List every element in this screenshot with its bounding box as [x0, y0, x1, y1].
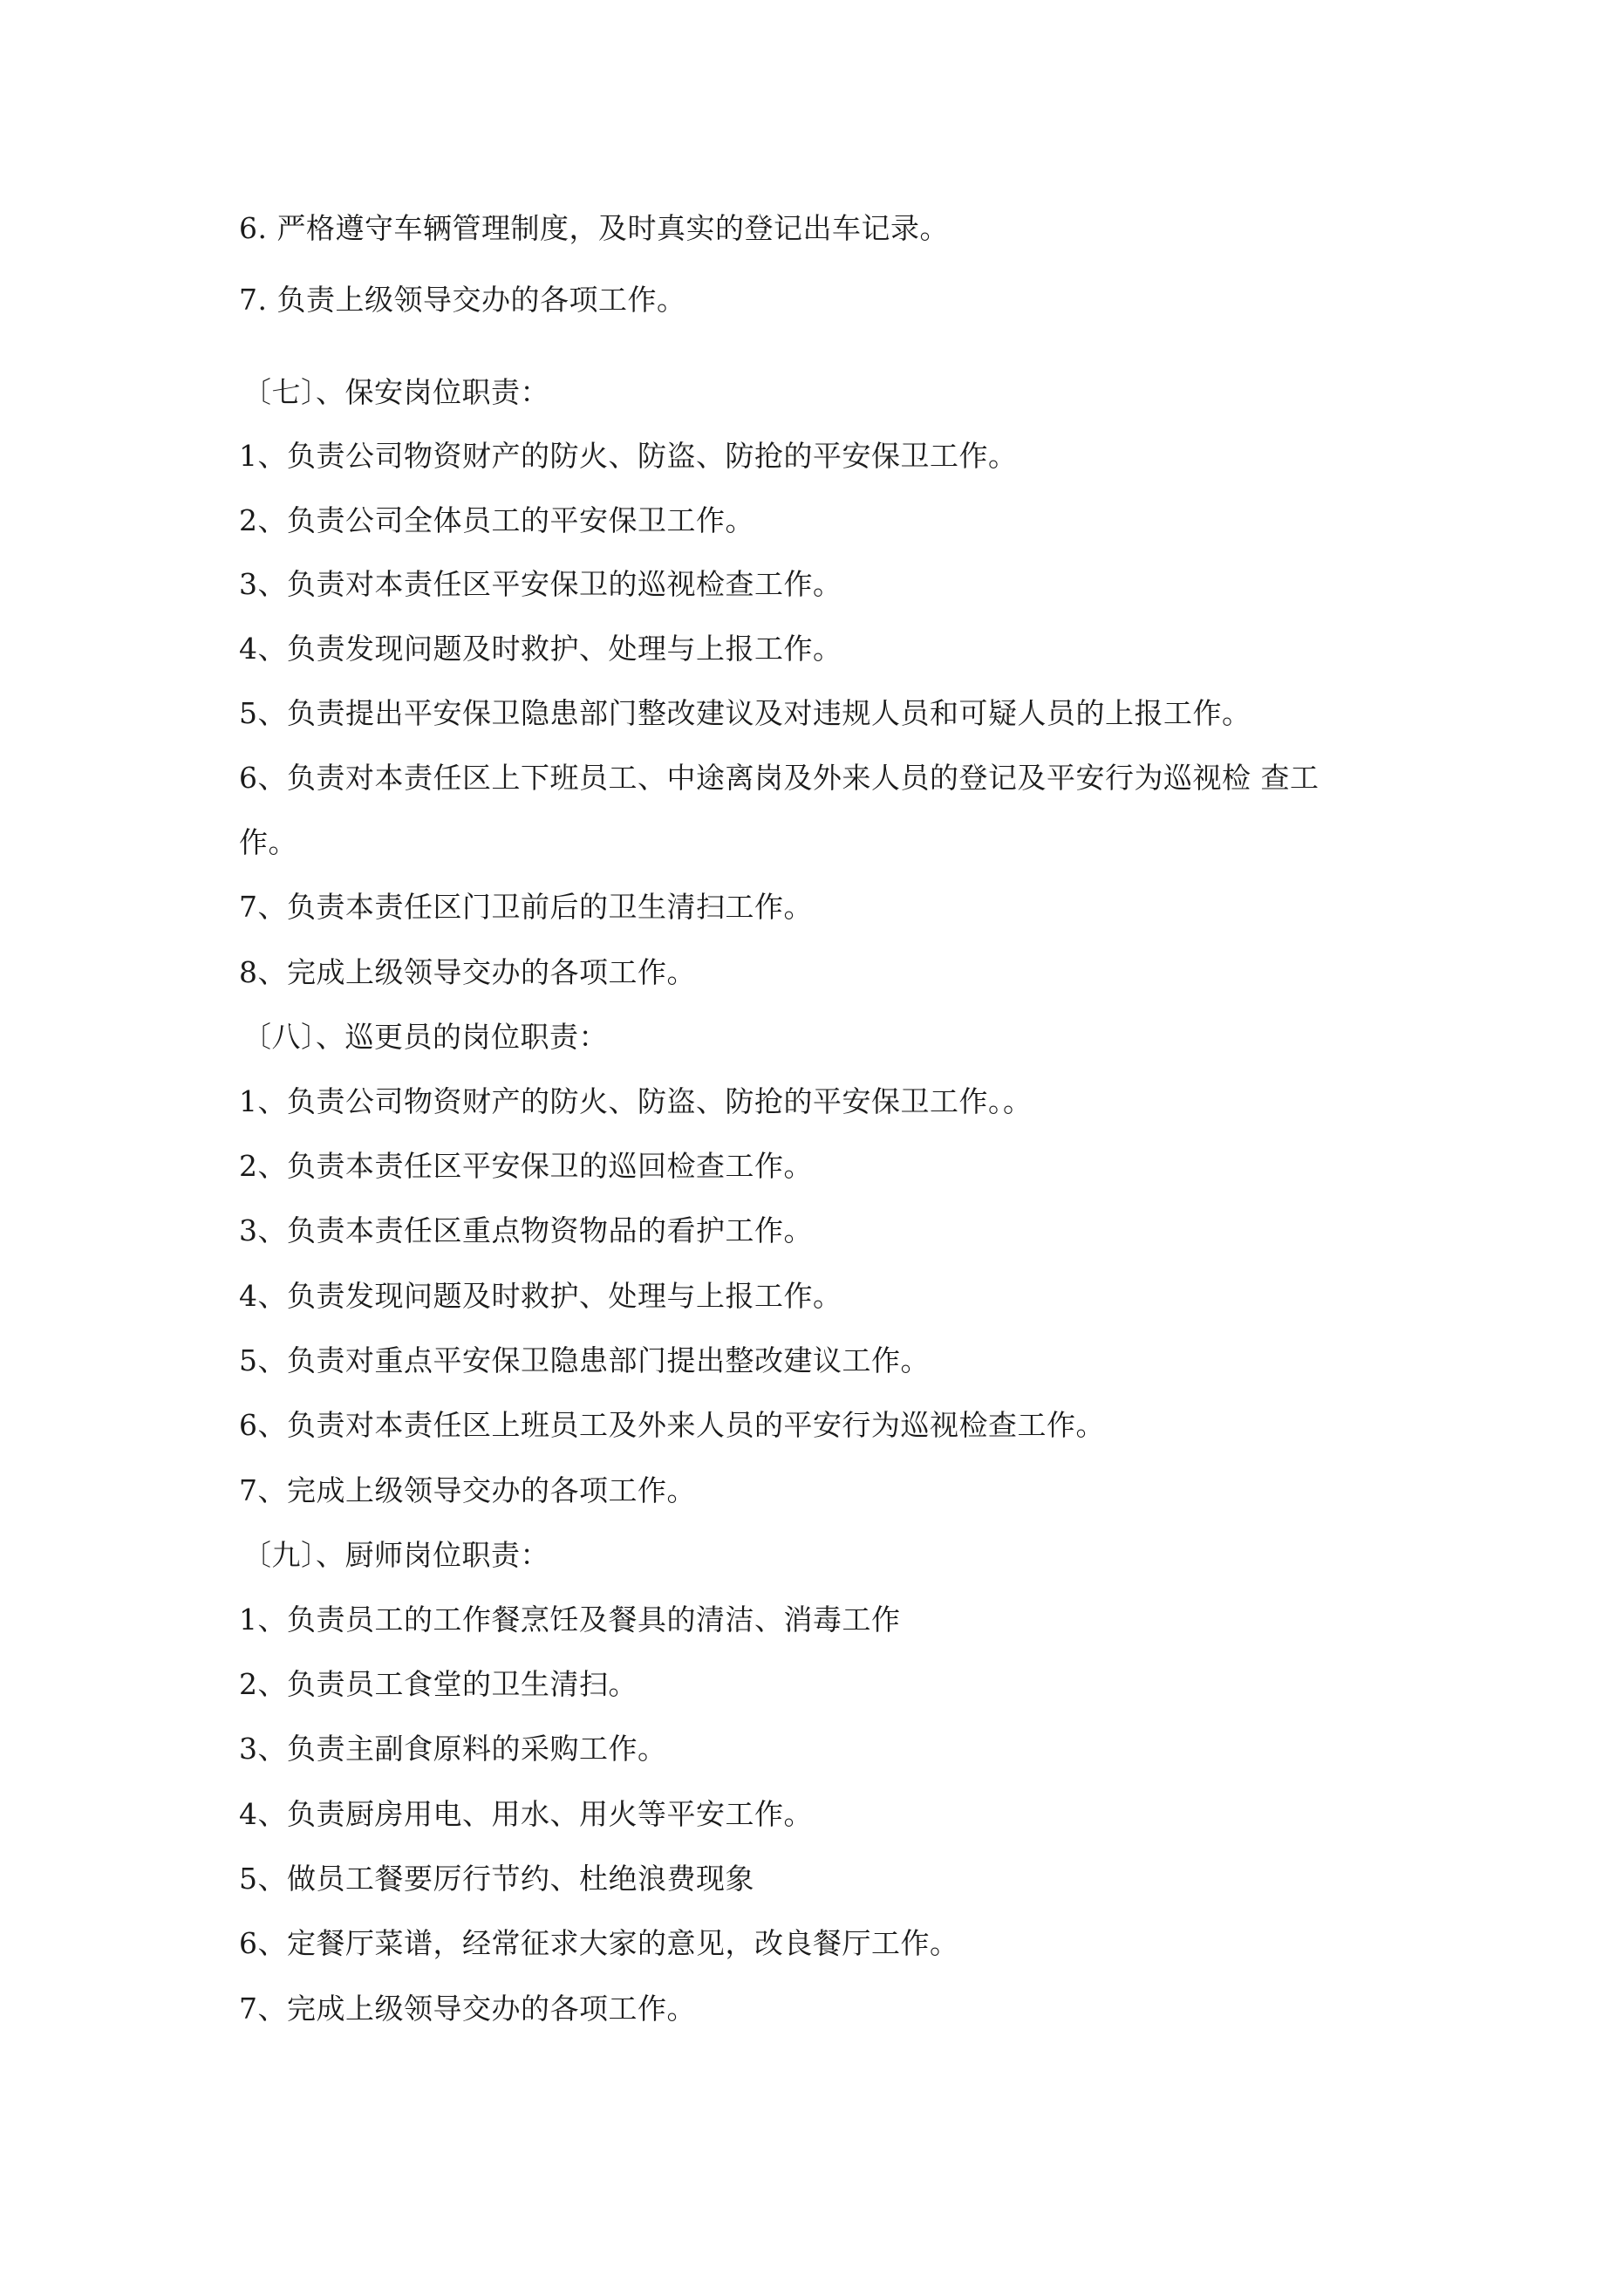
text-line: 6、负责对本责任区上班员工及外来人员的平安行为巡视检查工作。: [239, 1408, 1105, 1442]
section-heading: 〔七〕、保安岗位职责：: [242, 375, 549, 409]
text-line: 7、完成上级领导交办的各项工作。: [239, 1992, 696, 2026]
text-line: 6、负责对本责任区上下班员工、中途离岗及外来人员的登记及平安行为巡视检 查工: [239, 761, 1320, 795]
section-heading: 〔八〕、巡更员的岗位职责：: [242, 1020, 608, 1054]
text-line: 7. 负责上级领导交办的各项工作。: [239, 283, 686, 317]
text-line: 作。: [239, 825, 297, 859]
text-line: 4、负责厨房用电、用水、用火等平安工作。: [239, 1797, 813, 1831]
text-line: 7、负责本责任区门卫前后的卫生清扫工作。: [239, 890, 813, 924]
text-line: 1、负责公司物资财产的防火、防盗、防抢的平安保卫工作。: [239, 439, 1018, 473]
text-line: 8、完成上级领导交办的各项工作。: [239, 955, 696, 989]
text-line: 1、负责公司物资财产的防火、防盗、防抢的平安保卫工作。。: [239, 1084, 1033, 1118]
text-line: 3、负责本责任区重点物资物品的看护工作。: [239, 1213, 813, 1247]
section-heading: 〔九〕、厨师岗位职责：: [242, 1538, 549, 1572]
text-line: 1、负责员工的工作餐烹饪及餐具的清洁、消毒工作: [239, 1602, 901, 1637]
text-line: 6. 严格遵守车辆管理制度，及时真实的登记出车记录。: [239, 211, 949, 245]
text-line: 4、负责发现问题及时救护、处理与上报工作。: [239, 632, 842, 666]
text-line: 5、负责提出平安保卫隐患部门整改建议及对违规人员和可疑人员的上报工作。: [239, 696, 1251, 730]
text-line: 5、做员工餐要厉行节约、杜绝浪费现象: [239, 1862, 754, 1896]
text-line: 2、负责公司全体员工的平安保卫工作。: [239, 503, 754, 537]
text-line: 6、定餐厅菜谱，经常征求大家的意见，改良餐厅工作。: [239, 1926, 959, 1960]
text-line: 3、负责对本责任区平安保卫的巡视检查工作。: [239, 567, 842, 601]
text-line: 3、负责主副食原料的采购工作。: [239, 1732, 667, 1766]
text-line: 7、完成上级领导交办的各项工作。: [239, 1473, 696, 1507]
text-line: 4、负责发现问题及时救护、处理与上报工作。: [239, 1279, 842, 1313]
text-line: 2、负责员工食堂的卫生清扫。: [239, 1667, 638, 1701]
text-line: 5、负责对重点平安保卫隐患部门提出整改建议工作。: [239, 1343, 930, 1377]
text-line: 2、负责本责任区平安保卫的巡回检查工作。: [239, 1149, 813, 1183]
